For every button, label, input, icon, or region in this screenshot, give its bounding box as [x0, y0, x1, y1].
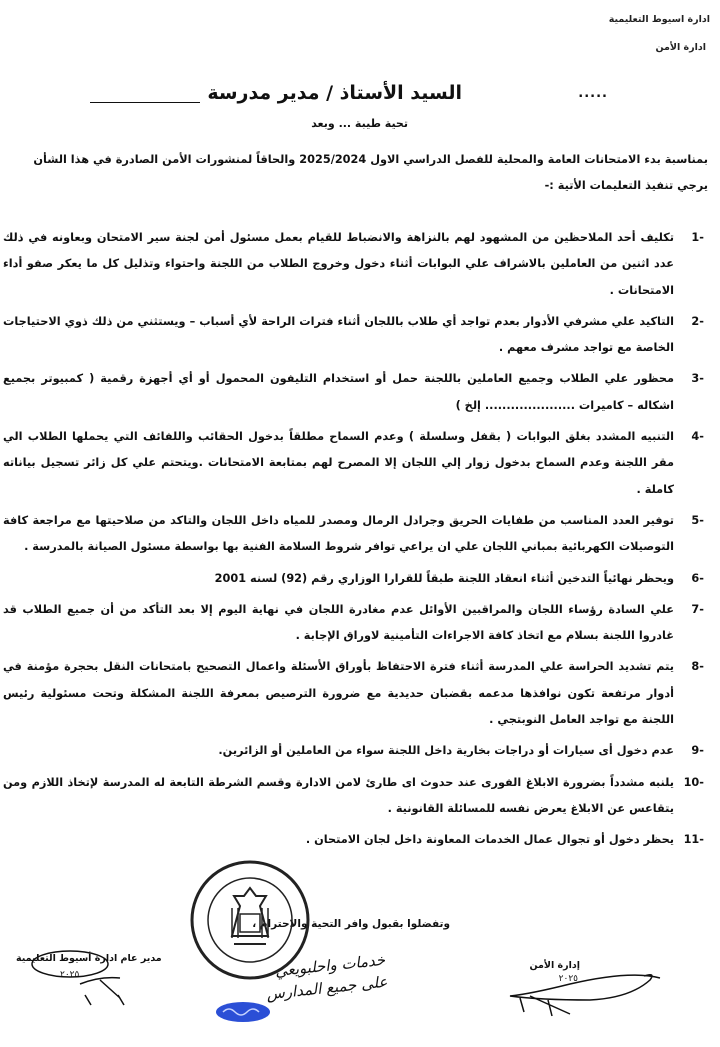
instruction-item [3, 508, 708, 561]
handwritten-line-1: خدمات واحلبويعي [274, 950, 386, 981]
director-signature-date: ٢٠٢٥ [60, 970, 80, 980]
intro-paragraph: بمناسبة بدء الامتحانات العامة والمحلية للفصل الدراسي الاول 2025/2024 والحاقاً لمنشورات الأمن الصادرة في هذا الشأن يرجي تنفيذ التعليمات الأتية :- [33, 153, 708, 192]
handwritten-line-2: على جميع المدارس [265, 972, 389, 1004]
item-text: التنبيه المشدد بغلق البوابات ( بقفل وسلسلة ) وعدم السماح مطلقاً بدخول الحقائب واللفائف التي يحملها الطلاب الي مقر اللجنة وعدم السماح بدخول زوار إلي اللجان إلا المصرح لهم بمتابعة الامتحانات .ويتحتم علي كل زائر تسجيل بياناته كاملة . [3, 430, 674, 496]
instruction-item [3, 827, 708, 853]
director-general-label: مدير عام ادارة أسيوط التعليمية [16, 953, 162, 964]
director-signature-icon [10, 950, 180, 1010]
item-number: -7 [691, 602, 704, 616]
item-number: -2 [691, 314, 704, 328]
item-number: -3 [691, 372, 704, 386]
instruction-item [3, 424, 708, 503]
item-text: علي السادة رؤساء اللجان والمراقبين الأوائل عدم مغادرة اللجان في نهاية اليوم إلا بعد التأكد من أن جميع الطلاب قد غادروا اللجنة بسلام مع اتخاذ كافة الاجراءات التأمينية لاوراق الإجابة . [3, 602, 674, 643]
item-text: يلنبه مشدداً بضرورة الابلاغ الفورى عند حدوث اى طارئ لامن الادارة وقسم الشرطة التابعة له المدرسة لإتخاذ اللازم ومن يتقاعس عن الابلاغ يعرض نفسه للمسائلة القانونية . [3, 775, 674, 815]
greeting: تحية طيبة ... وبعد [311, 117, 408, 130]
security-signature-icon [500, 968, 680, 1018]
instruction-item [3, 566, 708, 592]
instruction-item [3, 366, 708, 419]
header-directorate: ادارة اسيوط التعليمية [608, 14, 710, 25]
item-number: -11 [683, 833, 704, 847]
addressee-title: السيد الأستاذ / مدير مدرسة [207, 82, 462, 104]
item-number: -1 [691, 231, 704, 244]
instruction-item [3, 597, 708, 650]
item-number: -8 [691, 660, 704, 674]
item-text: توفير العدد المناسب من طفايات الحريق وجرادل الرمال ومصدر للمياه داخل اللجان والتاكد من صلاحيتها مع مراجعة كافة التوصيلات الكهربائية بمباني اللجان علي ان يراعي توافر شروط السلامة الفنية بها بواسطة مسئول الصيانة بالمدرسة . [3, 513, 674, 554]
item-text: يتم تشديد الحراسة علي المدرسة أثناء فترة الاحتفاظ بأوراق الأسئلة واعمال التصحيح بامتحانات النقل بحجرة مؤمنة في أدوار مرتفعة تكون نوافذها مدعمه بقضبان حديدية مع ضرورة الترصيص بمعرفة اللجنة المشكلة وتحت مسئولية رئيس اللجنة مع تواجد العامل النوبتجي . [3, 660, 674, 727]
instructions-list [3, 225, 708, 859]
school-name-blank [90, 102, 200, 103]
item-number: -10 [683, 775, 704, 789]
item-text: محظور علي الطلاب وجميع العاملين باللجنة حمل أو استخدام التليفون المحمول أو أي أجهزة رقمية ( كمبيوتر بجميع اشكاله – كاميرات ..................... إلخ ) [3, 372, 674, 412]
item-text: تكليف أحد الملاحظين من المشهود لهم بالنزاهة والانضباط للقيام بعمل مسئول أمن لجنة سير الامتحان وبعاونه في ذلك عدد اثنين من العاملين بالاشراف علي البوابات أثناء دخول وخروج الطلاب من اللجنة واحتواء وتذليل كل ما يعكر صفو أداء الامتحانات . [3, 231, 674, 297]
item-text: ويحظر نهائياً التدخين أثناء انعقاد اللجنة طبقاً للقرارا الوزاري رقم (92) لسنه 2001 [214, 571, 674, 585]
instruction-item [3, 225, 708, 304]
instruction-item [3, 770, 708, 823]
item-text: عدم دخول أى سيارات أو دراجات بخارية داخل اللجنة سواء من العاملين أو الزائرين. [218, 744, 674, 758]
item-text: يحظر دخول أو تجوال عمال الخدمات المعاونة داخل لجان الامتحان . [305, 833, 674, 847]
instruction-item [3, 654, 708, 733]
blue-ink-stamp-icon [215, 1001, 271, 1023]
item-number: -4 [691, 430, 704, 444]
item-number: -9 [691, 744, 704, 758]
instruction-item [3, 309, 708, 362]
item-number: -6 [691, 571, 704, 585]
security-signature-date: ٢٠٢٥ [558, 974, 578, 984]
item-number: -5 [691, 513, 704, 527]
title-dots: ..... [578, 86, 608, 101]
item-text: التاكيد علي مشرفي الأدوار بعدم تواجد أي طلاب باللجان أثناء فترات الراحة لأي أسباب – ويستثني من ذلك ذوي الاحتياجات الخاصة مع تواجد مشرف معهم . [3, 314, 674, 355]
security-dept-label: إدارة الأمن [529, 960, 580, 971]
instruction-item [3, 738, 708, 764]
closing-salutation: وتفضلوا بقبول وافر التحية والاحترام ، [252, 918, 450, 930]
header-security-dept: ادارة الأمن [655, 42, 706, 53]
